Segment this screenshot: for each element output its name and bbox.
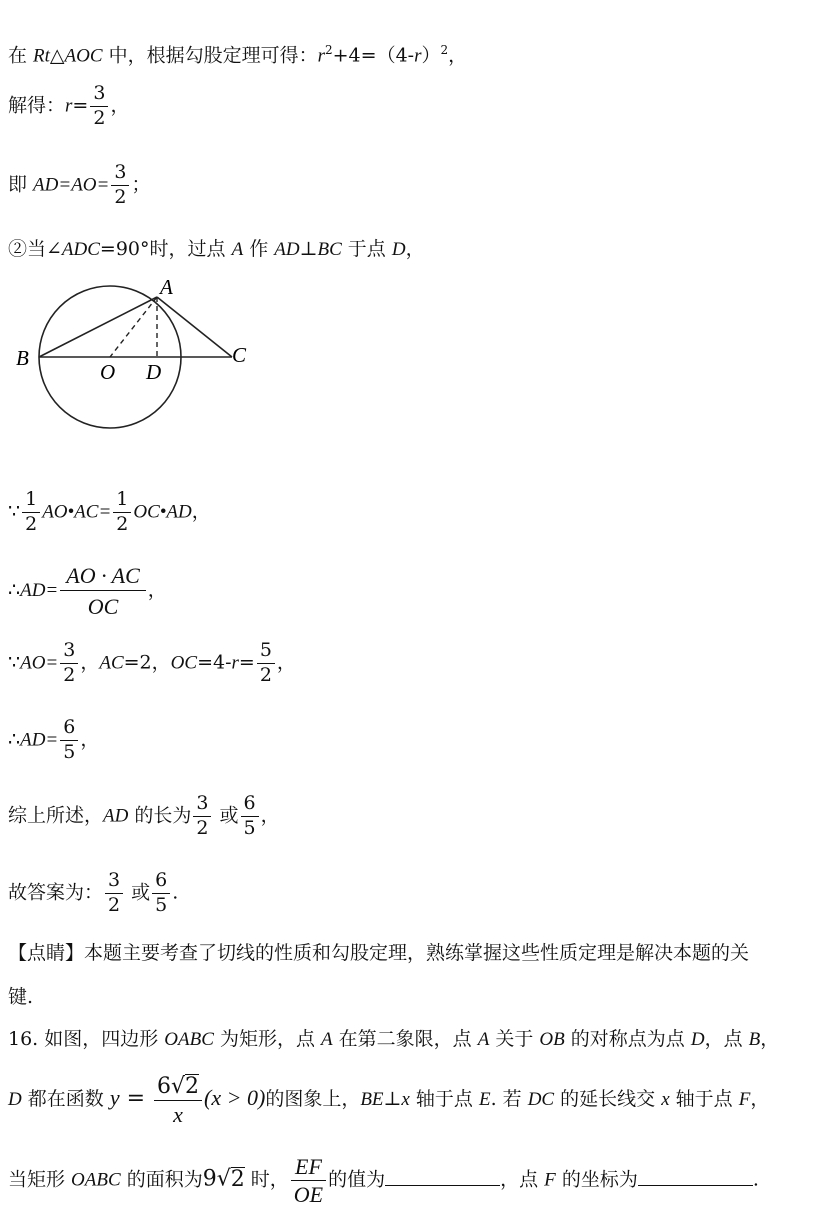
text: 在 [8,44,34,67]
text: ，点 [704,1028,749,1050]
label-c: C [232,343,247,367]
fraction: $\frac{6}{5}$ [241,794,259,839]
line-ad-formula [8,564,167,618]
shape-label: OABC [164,1029,214,1050]
triangle-label: Rt△AOC [33,45,103,67]
text: 的面积为 [120,1168,203,1191]
text: 即 [8,173,34,196]
text: 的坐标为 [555,1168,638,1191]
text: 轴于点 [669,1088,739,1111]
segment-ao-dashed [110,297,157,357]
text: 为矩形，点 [213,1028,321,1050]
point-label: D [8,1089,22,1111]
because-symbol: ∵ [8,651,21,674]
text: ， [750,1088,770,1111]
var-r: r [65,95,73,117]
fraction: $\frac{3}{2}$ [90,84,108,129]
text: ， [760,1028,780,1050]
text: ②当∠ [8,238,62,260]
axis-label: x [401,1089,410,1111]
text: . [752,1168,759,1191]
text: 或 [213,804,239,827]
point-label: F [738,1089,751,1111]
text: ， [260,804,280,827]
text: +4=（4- [332,44,415,67]
text: 轴于点 [409,1088,479,1111]
text: ； [131,173,151,196]
var-r: r [317,45,325,67]
expression: OC•AD [133,501,192,523]
perp-symbol: ⊥ [299,238,318,260]
text: 作 [243,238,275,260]
text: 关于 [489,1028,540,1050]
q16-line-3: 当矩形 OABC 的面积为9√2 时， $\frac{EF}{OE}$ 的值为 ，点 F 的坐标为 . [8,1154,759,1208]
segment-label: BC [317,239,342,260]
exponent: 2 [440,43,449,57]
text: = [119,1086,153,1112]
fraction: $\frac{3}{2}$ [111,163,129,208]
point-label: A [477,1029,490,1050]
text: ， [80,651,100,674]
text: ， [147,579,167,602]
text: 的延长线交 [554,1088,662,1111]
segment-label: AC [99,652,124,674]
fraction: $\frac{6}{5}$ [152,871,170,916]
point-label: D [391,239,406,260]
text: 中，根据勾股定理可得： [102,44,318,67]
fraction: $\frac{1}{2}$ [22,490,40,535]
segment-label: DC [527,1089,555,1111]
point-label: A [321,1029,333,1050]
expression: AO= [20,652,59,674]
point-label: B [748,1029,761,1050]
fraction: $\frac{3}{2}$ [60,641,78,686]
text: ） [421,44,441,67]
text: ， [276,651,296,674]
segment-label: BE [360,1089,384,1111]
fraction: $\frac{6}{5}$ [60,718,78,763]
line-area-equation [8,490,211,535]
coefficient: 6 [157,1074,172,1099]
text: 的长为 [128,804,192,827]
text: ， [110,94,130,117]
text: 的对称点为点 [564,1028,691,1050]
expression: AD= [20,580,59,602]
line-ad-equals [8,163,150,208]
comment-line-2 [8,988,33,1007]
fraction: $\frac{3}{2}$ [105,871,123,916]
text: 键. [8,986,34,1008]
radicand: 2 [185,1074,200,1099]
text: 【点睛】本题主要考查了切线的性质和勾股定理，熟练掌握这些性质定理是解决本题的关 [8,942,750,964]
therefore-symbol: ∴ [8,728,21,751]
text: ，点 [500,1168,545,1191]
text: =4- [197,651,232,674]
fraction: $\frac{5}{2}$ [257,641,275,686]
label-d: D [146,360,162,384]
point-label: F [544,1169,556,1191]
point-label: D [690,1029,705,1050]
label-b: B [16,346,29,370]
line-given-values [8,641,296,686]
point-label: A [231,239,244,260]
perp-symbol: ⊥ [383,1088,402,1111]
exponent: 2 [325,43,333,57]
line-summary [8,794,280,839]
text: = [72,94,89,117]
segment-label: OB [539,1029,565,1050]
answer-blank-1[interactable] [385,1166,500,1186]
segment-ab [39,297,157,357]
comment-line-1 [8,944,749,963]
domain-condition: (x > 0) [204,1085,266,1111]
text: 的图象上， [265,1088,361,1111]
function-fraction: $\frac{6√2}{x}$ [154,1074,202,1126]
text: =2， [123,651,171,674]
text: 16. 如图，四边形 [8,1028,165,1050]
text: ， [405,238,425,260]
segment-label: AD [274,239,300,260]
q16-line-2 [8,1074,769,1126]
therefore-symbol: ∴ [8,579,21,602]
text: . 若 [490,1088,528,1111]
text: 在第二象限，点 [332,1028,478,1050]
axis-label: x [661,1089,670,1111]
fraction: $\frac{1}{2}$ [113,490,131,535]
line-answer [8,871,178,916]
text: 都在函数 [21,1088,110,1111]
text: = [238,651,255,674]
var-y: y [109,1085,120,1111]
expression: AO•AC= [42,501,112,523]
text: ， [191,500,211,523]
text: . [172,881,179,904]
expression: AD= [20,729,59,751]
var-r: r [231,652,239,674]
text: ， [448,44,468,67]
ratio-fraction: $\frac{EF}{OE}$ [291,1155,326,1206]
q16-line-1 [8,1030,779,1049]
segment-label: OC [170,652,198,674]
text: 故答案为： [8,881,104,904]
area-radicand: 2 [230,1166,245,1192]
point-label: E [478,1089,491,1111]
text: 解得： [8,94,66,117]
area-coefficient: 9 [202,1166,217,1192]
text: 于点 [341,238,392,260]
label-a: A [160,275,173,299]
text: ， [80,728,100,751]
line-ad-result [8,718,99,763]
segment-ac [157,297,232,357]
text: 时， [244,1168,289,1191]
text: 的值为 [328,1168,386,1191]
fraction: $\frac{AO \cdot AC}{OC}$ [60,564,146,618]
fraction: $\frac{3}{2}$ [193,794,211,839]
geometry-figure [10,272,270,432]
angle-label: ADC [61,239,100,260]
segment-label: AD [103,805,129,827]
var-r: r [414,45,422,67]
answer-blank-2[interactable] [638,1166,753,1186]
text: 综上所述， [8,804,104,827]
shape-label: OABC [71,1169,121,1191]
line-case-two [8,240,425,259]
text: 或 [125,881,151,904]
text: 当矩形 [8,1168,72,1191]
expression: AD=AO= [33,174,110,196]
line-solve-r [8,84,129,129]
label-o: O [100,360,116,384]
because-symbol: ∵ [8,500,21,523]
line-pythagoras [8,44,467,65]
text: =90°时，过点 [99,238,232,260]
